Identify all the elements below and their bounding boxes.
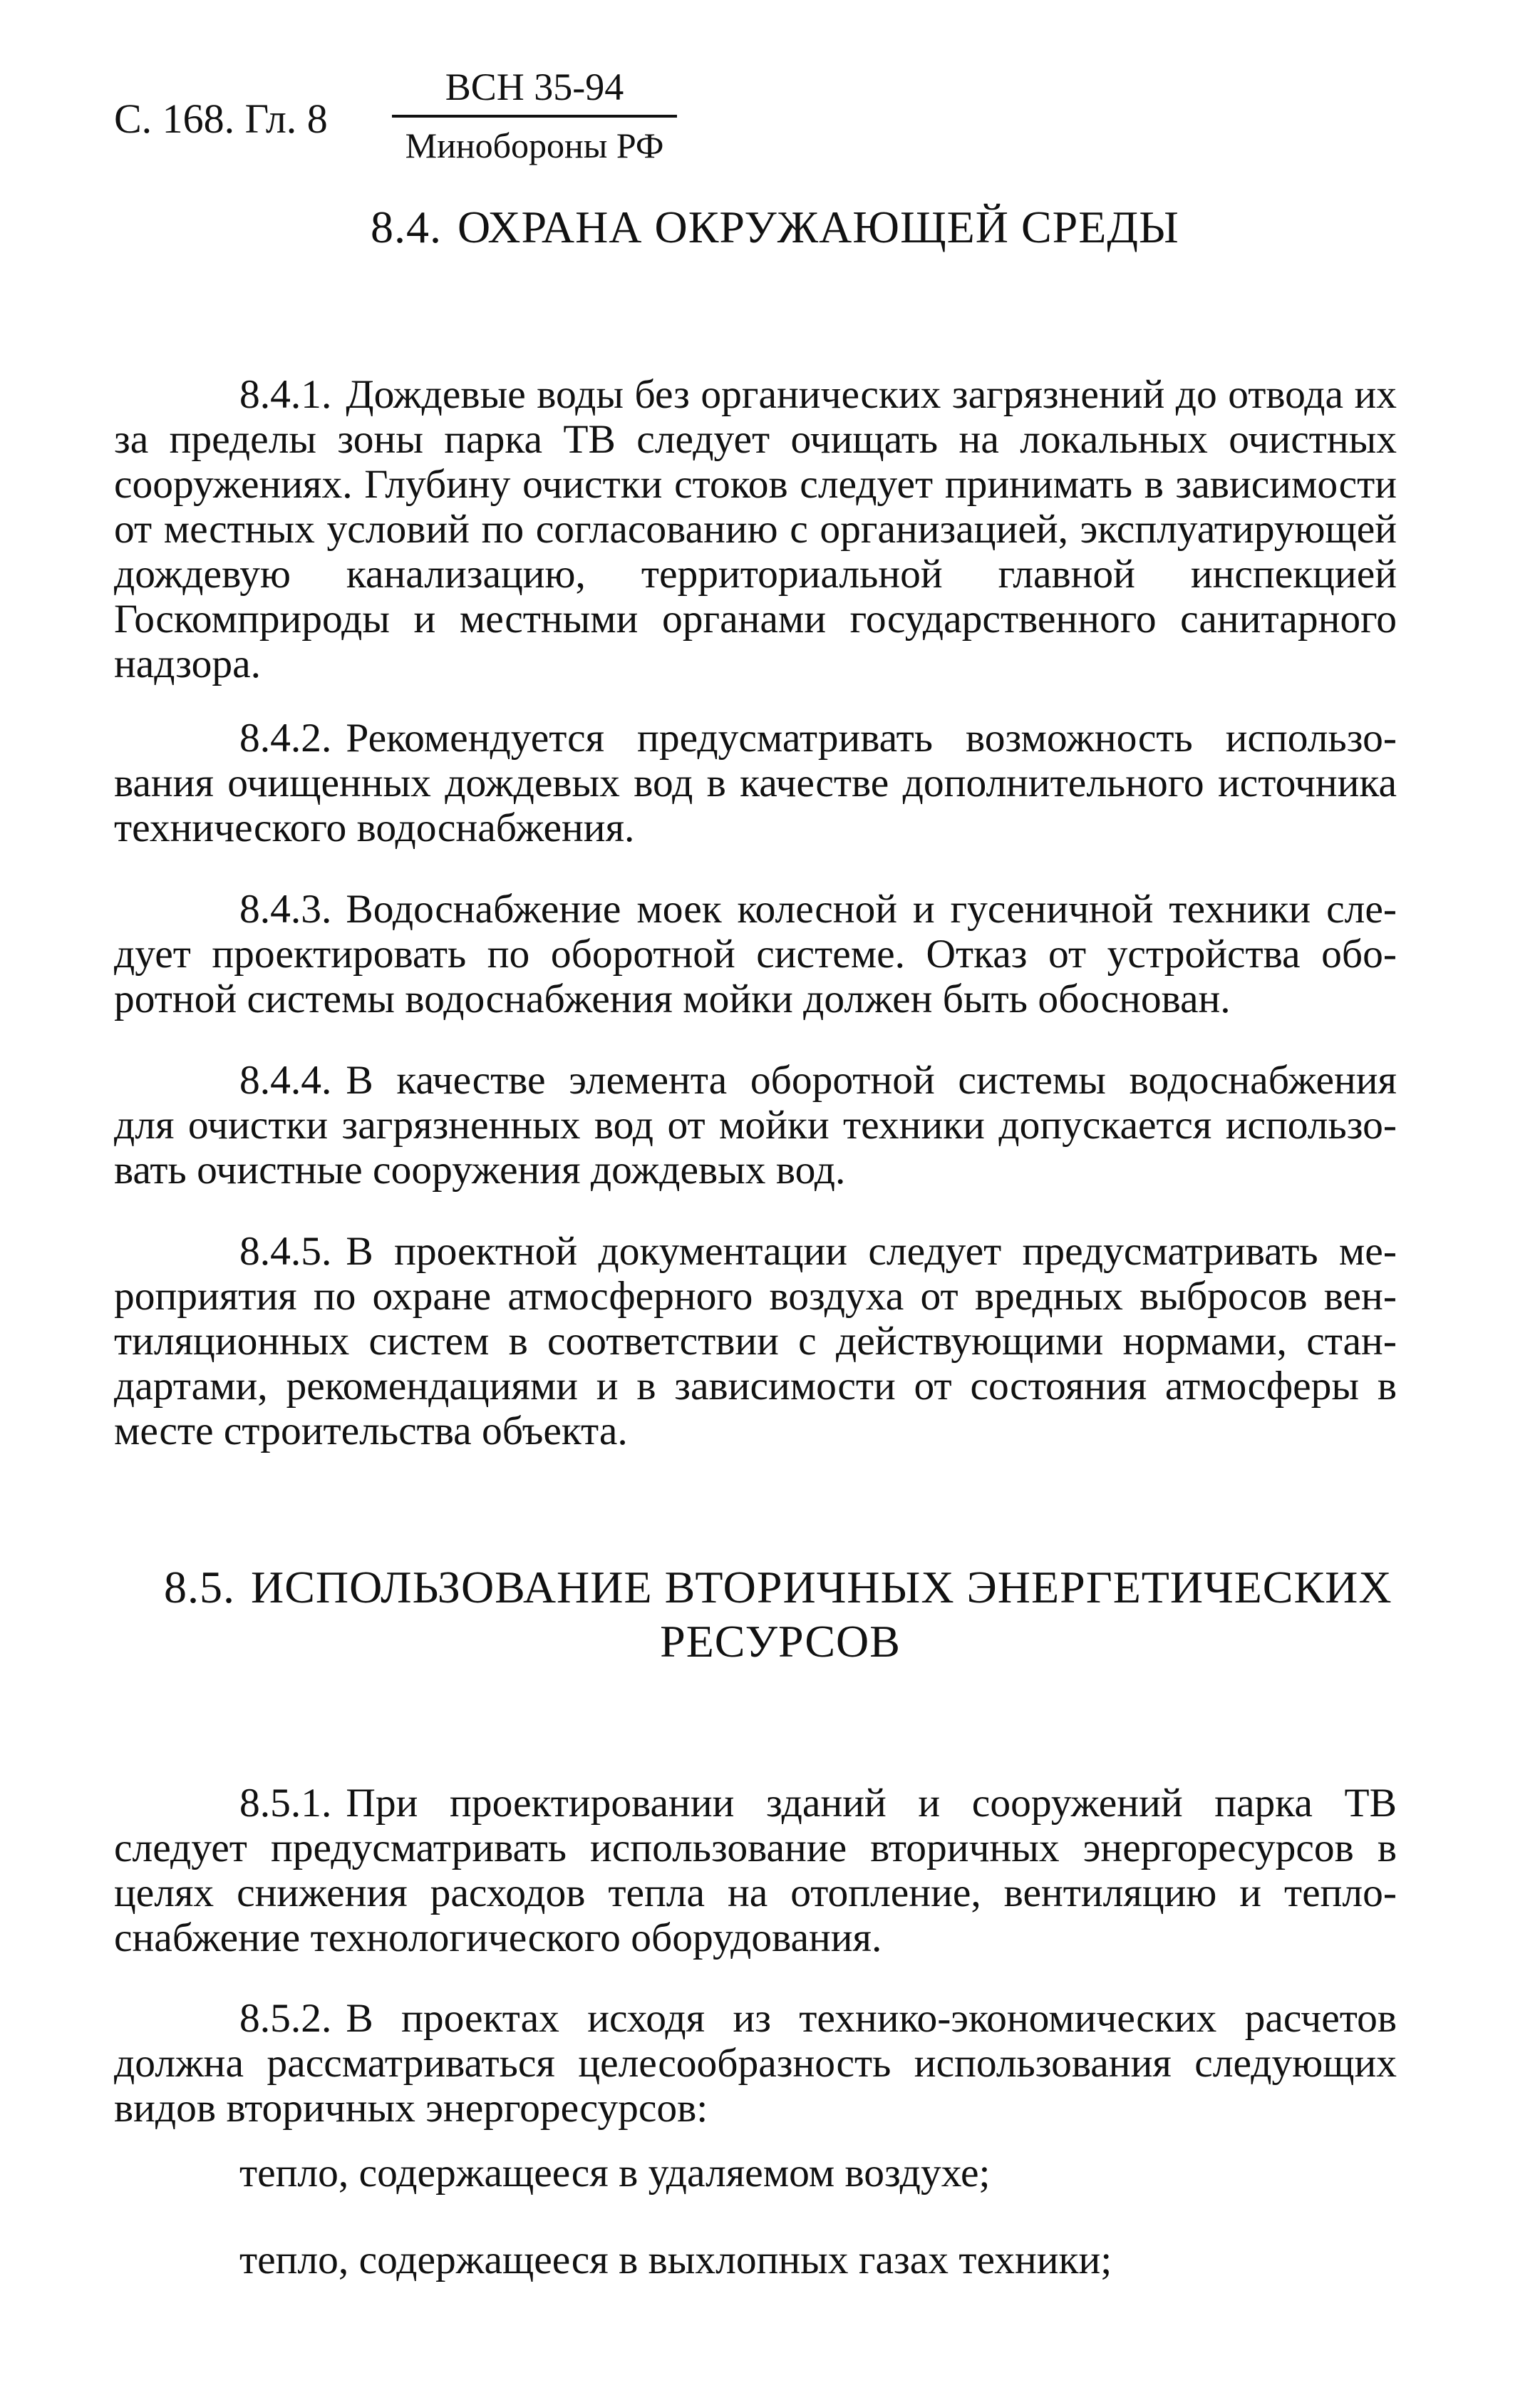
section-number: 8.4. [371, 202, 442, 252]
paragraph-text: Рекомендуется предусматривать возможность использования очищенных дождевых вод в качестве дополнительного источника технического водоснабжения. [114, 716, 1397, 850]
paragraph-text: При проектировании зданий и сооружений парка ТВ следует предусматривать использование вторичных энергоресурсов в целях снижения расходов тепла на отопление, вентиляцию и теплоснабжение технологического оборудования. [114, 1781, 1397, 1960]
running-header [114, 66, 664, 175]
paragraph-text: Дождевые воды без органических загрязнений до отвода их за пределы зоны парка ТВ следует очищать на локальных очистных сооружениях. Глубину очистки стоков следует принимать в зависимости от местных условий по согласованию с организацией, эксплуатирующей дождевую канализацию, территориальной главной инспекцией Госкомприроды и местными органами государственного санитарного надзора. [114, 372, 1397, 686]
paragraph-8-4-4 [114, 1058, 1397, 1193]
page-reference: С. 168. Гл. 8 [114, 96, 328, 142]
paragraph-8-4-2 [114, 716, 1397, 850]
section-number: 8.5. [164, 1562, 235, 1612]
document-organization: Минобороны РФ [405, 125, 664, 165]
paragraph-8-5-1 [114, 1781, 1397, 1960]
section-title: ИСПОЛЬЗОВАНИЕ ВТОРИЧНЫХ ЭНЕРГЕТИЧЕСКИХ [251, 1562, 1392, 1612]
paragraph-8-4-3 [114, 887, 1397, 1021]
paragraph-number: 8.4.2. [239, 716, 332, 761]
document-code: ВСН 35-94 [445, 66, 624, 108]
section-title: ОХРАНА ОКРУЖАЮЩЕЙ СРЕДЫ [458, 202, 1179, 252]
paragraph-text: В проектах исходя из технико-экономических расчетов должна рассматриваться целесообразность использования следующих видов вторичных энергоресурсов: [114, 1996, 1397, 2131]
section-heading-8-5 [164, 1561, 1392, 1668]
paragraph-number: 8.5.1. [239, 1781, 332, 1826]
paragraph-number: 8.5.2. [239, 1996, 332, 2041]
section-title-line1 [164, 1561, 1392, 1614]
paragraph-text: В качестве элемента оборотной системы водоснабжения для очистки загрязненных вод от мойки техники допускается использовать очистные сооружения дождевых вод. [114, 1058, 1397, 1193]
paragraph-text: В проектной документации следует предусматривать мероприятия по охране атмосферного воздуха от вредных выбросов вентиляционных систем в соответствии с действующими нормами, стандартами, рекомендациями и в зависимости от состояния атмосферы в месте строительства объекта. [114, 1229, 1397, 1453]
paragraph-number: 8.4.1. [239, 372, 332, 417]
list-item: тепло, содержащееся в выхлопных газах техники; [239, 2238, 1112, 2282]
paragraph-number: 8.4.5. [239, 1229, 332, 1274]
paragraph-text: Водоснабжение моек колесной и гусеничной техники следует проектировать по оборотной системе. Отказ от устройства оборотной системы водоснабжения мойки должен быть обоснован. [114, 887, 1397, 1021]
section-heading-8-4 [371, 201, 1179, 254]
paragraph-8-4-1 [114, 372, 1397, 686]
paragraph-number: 8.4.4. [239, 1058, 332, 1103]
paragraph-8-5-2 [114, 1996, 1397, 2131]
paragraph-number: 8.4.3. [239, 887, 332, 932]
document-designation [335, 68, 734, 163]
paragraph-8-4-5 [114, 1229, 1397, 1453]
list-item: тепло, содержащееся в удаляемом воздухе; [239, 2151, 991, 2196]
section-title-line2: РЕСУРСОВ [660, 1616, 901, 1667]
